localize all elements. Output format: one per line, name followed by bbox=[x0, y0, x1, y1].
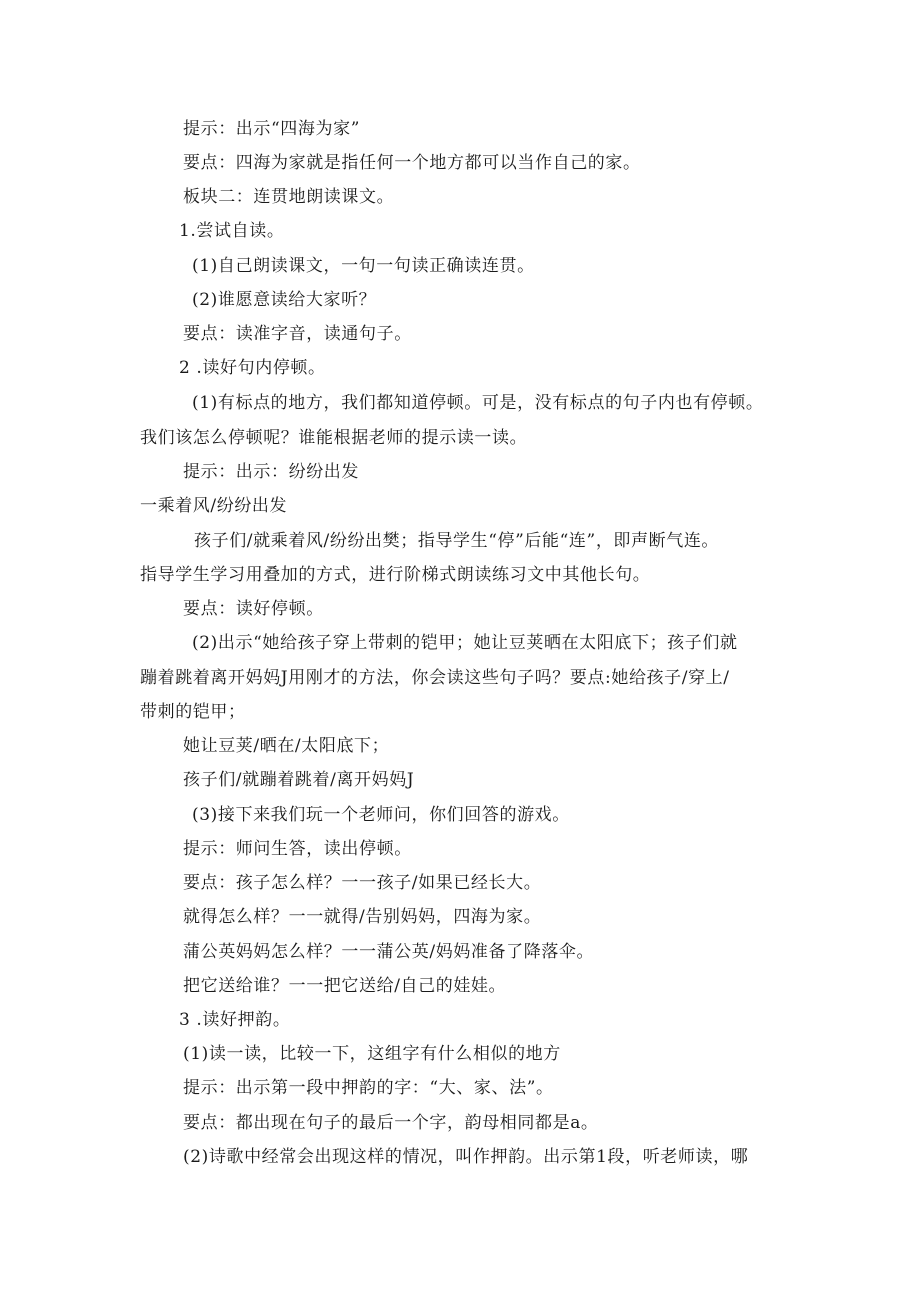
text-line: (2)诗歌中经常会出现这样的情况，叫作押韵。出示第1段，听老师读，哪 bbox=[183, 1147, 749, 1167]
text-line: 孩子们/就乘着风/纷纷出樊；指导学生“停”后能“连”，即声断气连。 bbox=[194, 531, 720, 551]
text-line: (1)自己朗读课文，一句一句读正确读连贯。 bbox=[192, 256, 535, 276]
text-line: 我们该怎么停顿呢？谁能根据老师的提示读一读。 bbox=[140, 428, 528, 448]
text-line: 蹦着跳着离开妈妈J用刚才的方法，你会读这些句子吗？要点:她给孩子/穿上/ bbox=[140, 668, 730, 688]
text-line: 提示：师问生答，读出停顿。 bbox=[183, 839, 412, 859]
text-line: 板块二：连贯地朗读课文。 bbox=[183, 187, 395, 207]
text-line: 提示：出示：纷纷出发 bbox=[183, 462, 359, 482]
text-line: (1)有标点的地方，我们都知道停顿。可是，没有标点的句子内也有停顿。 bbox=[192, 393, 764, 413]
text-line: 提示：出示“四海为家” bbox=[183, 119, 360, 139]
text-line: (1)读一读，比较一下，这组字有什么相似的地方 bbox=[183, 1044, 561, 1064]
text-line: 要点：读准字音，读通句子。 bbox=[183, 324, 412, 344]
text-line: 一乘着风/纷纷出发 bbox=[140, 496, 288, 516]
text-line: 提示：出示第一段中押韵的字：“大、家、法”。 bbox=[183, 1078, 554, 1098]
text-line: 她让豆荚/晒在/太阳底下； bbox=[183, 736, 390, 756]
text-line: 要点：都出现在句子的最后一个字，韵母相同都是a。 bbox=[183, 1113, 599, 1133]
text-line: 孩子们/就蹦着跳着/离开妈妈J bbox=[183, 770, 415, 790]
text-line: 就得怎么样？一一就得/告别妈妈，四海为家。 bbox=[183, 907, 542, 927]
text-line: (3)接下来我们玩一个老师问，你们回答的游戏。 bbox=[192, 805, 570, 825]
text-line: 蒲公英妈妈怎么样？一一蒲公英/妈妈准备了降落伞。 bbox=[183, 942, 595, 962]
text-line: 3 .读好押韵。 bbox=[179, 1010, 291, 1030]
text-line: 要点：读好停顿。 bbox=[183, 599, 324, 619]
text-line: 指导学生学习用叠加的方式，进行阶梯式朗读练习文中其他长句。 bbox=[140, 565, 651, 585]
text-line: 1.尝试自读。 bbox=[179, 221, 285, 241]
text-line: (2)出示“她给孩子穿上带刺的铠甲；她让豆荚晒在太阳底下；孩子们就 bbox=[192, 633, 738, 653]
text-line: (2)谁愿意读给大家听？ bbox=[192, 290, 377, 310]
text-line: 带刺的铠甲； bbox=[140, 702, 246, 722]
text-line: 要点：孩子怎么样？一一孩子/如果已经长大。 bbox=[183, 873, 542, 893]
text-line: 要点：四海为家就是指任何一个地方都可以当作自己的家。 bbox=[183, 153, 641, 173]
text-line: 2 .读好句内停顿。 bbox=[179, 358, 326, 378]
text-line: 把它送给谁？一一把它送给/自己的娃娃。 bbox=[183, 976, 507, 996]
